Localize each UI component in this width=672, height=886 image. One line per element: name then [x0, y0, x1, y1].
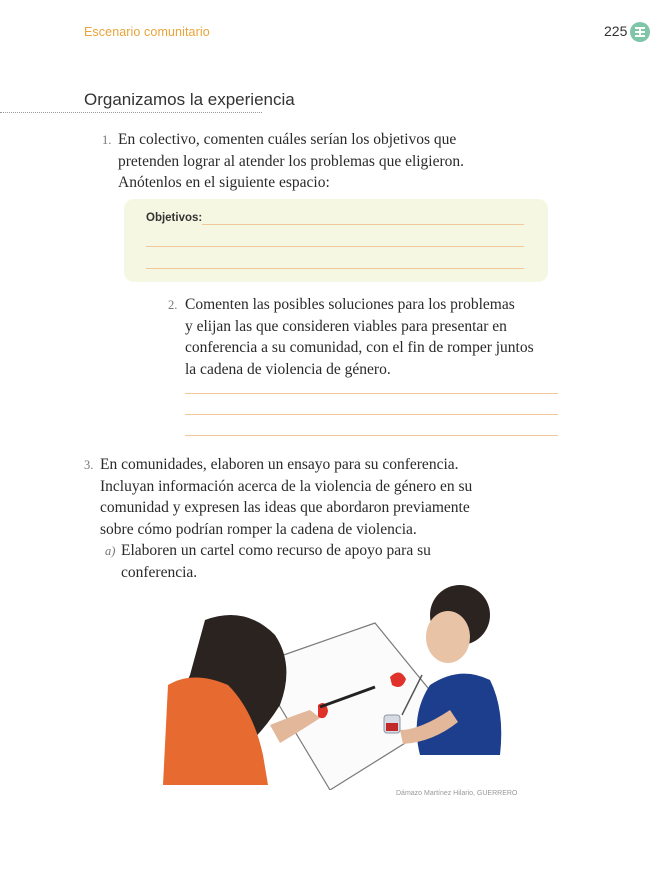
- illustration-credit: Dámazo Martínez Hilario, GUERRERO: [396, 790, 518, 797]
- objectives-box: [124, 199, 548, 282]
- item-line: En comunidades, elaboren un ensayo para su conferencia.: [100, 456, 459, 473]
- writing-line[interactable]: [202, 224, 524, 225]
- section-header: Escenario comunitario: [84, 25, 210, 39]
- activity-subitem-a: [105, 540, 481, 583]
- writing-line[interactable]: [185, 414, 558, 415]
- page-number: 225: [604, 23, 628, 39]
- section-title: Organizamos la experiencia: [84, 90, 295, 109]
- title-divider: [0, 112, 262, 113]
- activity-item-2: [168, 294, 565, 380]
- activity-item-1: [102, 129, 498, 194]
- item-line: Anótenlos en el siguiente espacio:: [118, 174, 330, 191]
- item-number: 1.: [102, 133, 112, 147]
- item-line: comunidad y expresen las ideas que abordaron previamente: [100, 499, 470, 516]
- writing-line[interactable]: [185, 393, 558, 394]
- item-line: pretenden lograr al atender los problemas que eligieron.: [118, 152, 465, 170]
- item-line: En colectivo, comenten cuáles serían los objetivos que: [118, 131, 457, 148]
- children-painting-poster-illustration: [160, 585, 510, 790]
- item-line: conferencia a su comunidad, con el fin de romper juntos: [185, 339, 534, 356]
- objectives-label: Objetivos:: [146, 212, 203, 224]
- item-line: Incluyan información acerca de la violencia de género en su: [100, 477, 473, 495]
- item-line: y elijan las que consideren viables para presentar en: [185, 317, 507, 335]
- item-line: Comenten las posibles soluciones para los problemas: [185, 296, 515, 313]
- item-line: la cadena de violencia de género.: [185, 360, 391, 378]
- writing-line[interactable]: [146, 268, 524, 269]
- item-number: 2.: [168, 298, 178, 312]
- item-line: Elaboren un cartel como recurso de apoyo para su: [121, 542, 431, 559]
- subitem-letter: a): [105, 544, 116, 558]
- writing-line[interactable]: [185, 435, 558, 436]
- item-line: sobre cómo podrían romper la cadena de violencia.: [100, 520, 417, 538]
- community-scenario-icon: [630, 22, 650, 42]
- item-line: conferencia.: [121, 563, 198, 581]
- activity-item-3: [84, 454, 520, 540]
- item-number: 3.: [84, 458, 94, 472]
- writing-line[interactable]: [146, 246, 524, 247]
